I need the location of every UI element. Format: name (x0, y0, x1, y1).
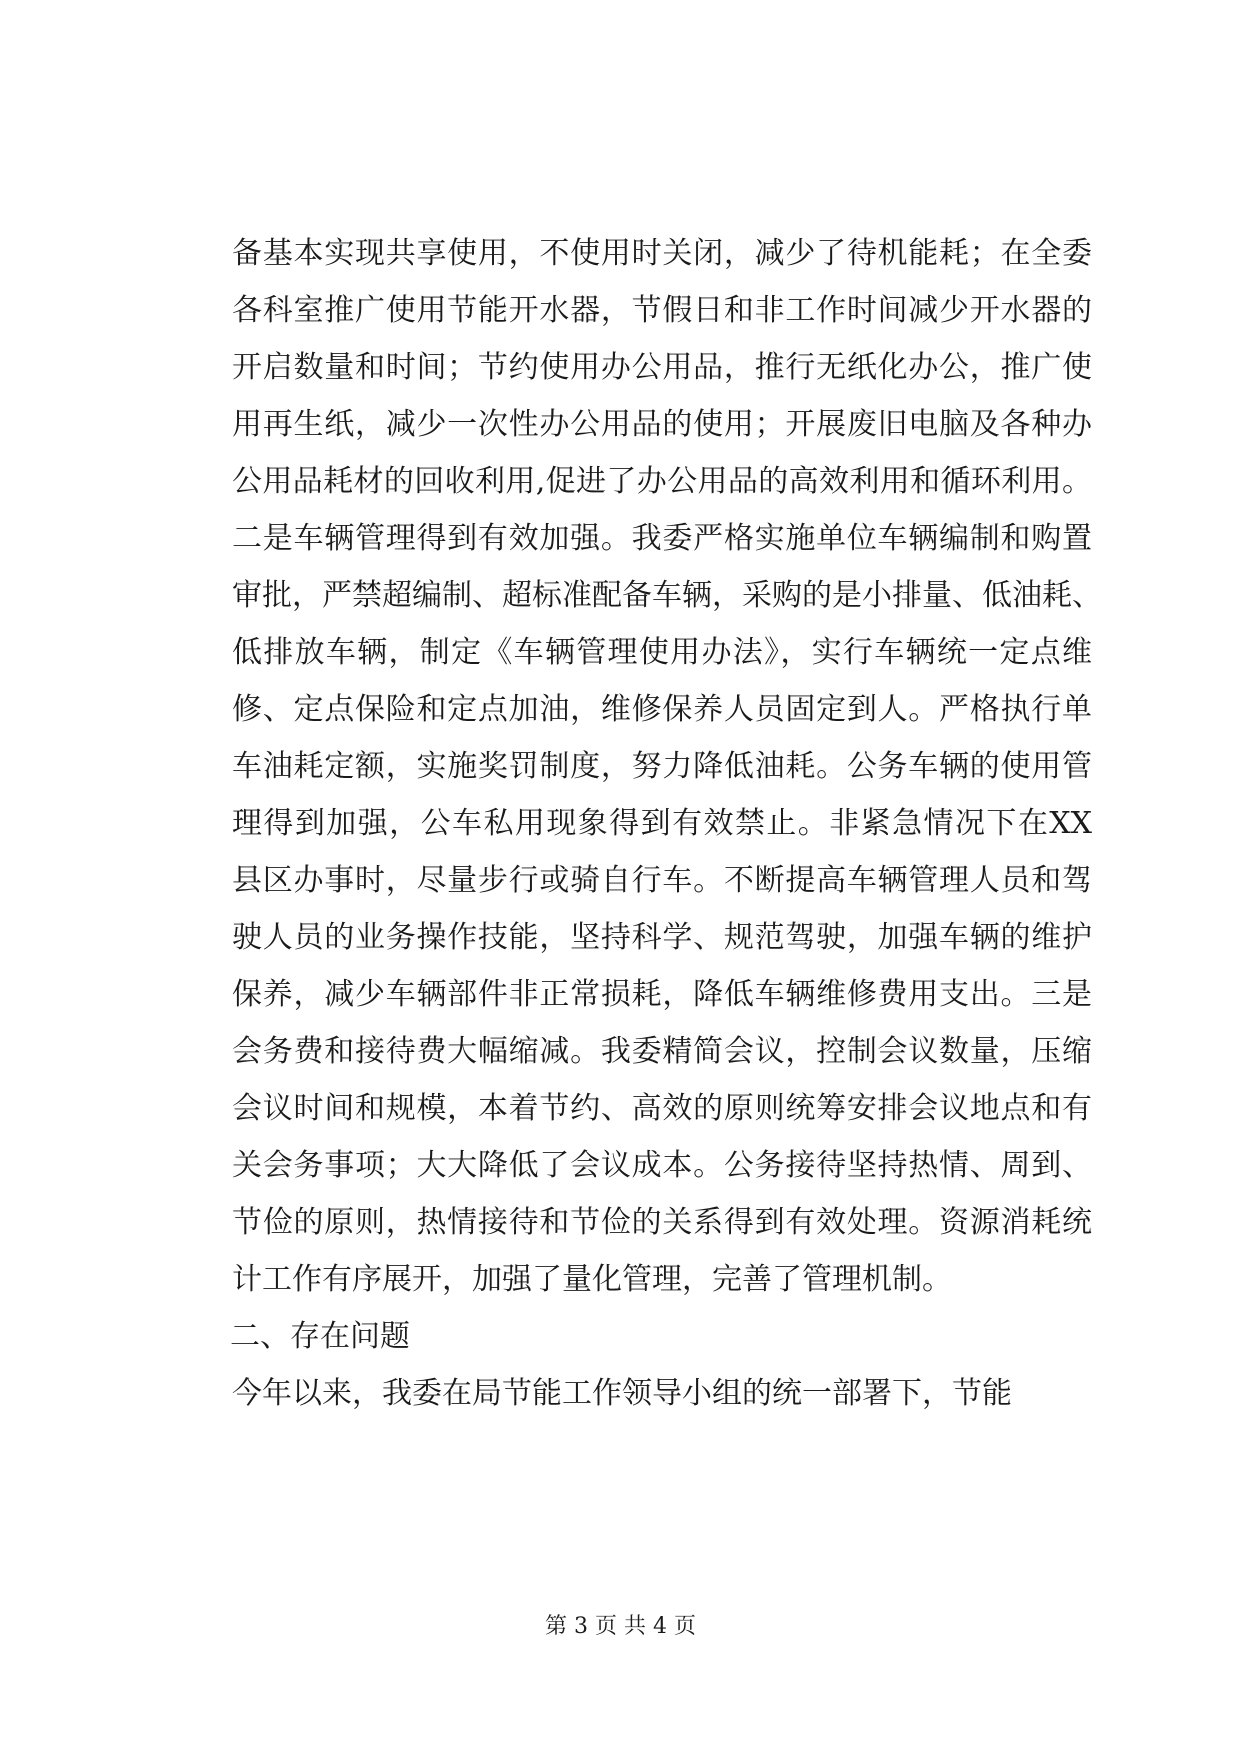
text-line: 关会务事项；大大降低了会议成本。公务接待坚持热情、周到、 (232, 1148, 1092, 1183)
text-line: 备基本实现共享使用，不使用时关闭，减少了待机能耗；在全委 (232, 236, 1092, 271)
page-footer: 第 3 页 共 4 页 (545, 1614, 696, 1639)
text-line: 车油耗定额，实施奖罚制度，努力降低油耗。公务车辆的使用管 (232, 749, 1092, 784)
text-line: 会务费和接待费大幅缩减。我委精简会议，控制会议数量，压缩 (232, 1034, 1092, 1069)
paragraph-start-text: 今年以来，我委在局节能工作领导小组的统一部署下，节能 (232, 1376, 1012, 1411)
text-line: 修、定点保险和定点加油，维修保养人员固定到人。严格执行单 (232, 692, 1092, 727)
text-line: 节俭的原则，热情接待和节俭的关系得到有效处理。资源消耗统 (232, 1205, 1092, 1240)
text-line: 理得到加强，公车私用现象得到有效禁止。非紧急情况下在XX (232, 806, 1092, 841)
text-line: 用再生纸，减少一次性办公用品的使用；开展废旧电脑及各种办 (232, 407, 1092, 442)
text-line (232, 1365, 1092, 1422)
text-line: 二是车辆管理得到有效加强。我委严格实施单位车辆编制和购置 (232, 521, 1092, 556)
text-line: 低排放车辆，制定《车辆管理使用办法》，实行车辆统一定点维 (232, 635, 1092, 670)
text-line: 会议时间和规模，本着节约、高效的原则统筹安排会议地点和有 (232, 1091, 1092, 1126)
text-line: 公用品耗材的回收利用,促进了办公用品的高效利用和循环利用。 (232, 464, 1092, 499)
text-line: 审批，严禁超编制、超标准配备车辆，采购的是小排量、低油耗、 (232, 578, 1102, 613)
section-heading-text: 二、存在问题 (230, 1319, 410, 1354)
text-line: 县区办事时，尽量步行或骑自行车。不断提高车辆管理人员和驾 (232, 863, 1092, 898)
section-heading (232, 1308, 1092, 1365)
body-text (230, 225, 1102, 1422)
text-line: 计工作有序展开，加强了量化管理，完善了管理机制。 (232, 1262, 952, 1297)
text-line: 各科室推广使用节能开水器，节假日和非工作时间减少开水器的 (232, 293, 1092, 328)
text-line: 保养，减少车辆部件非正常损耗，降低车辆维修费用支出。三是 (232, 977, 1092, 1012)
text-line: 开启数量和时间；节约使用办公用品，推行无纸化办公，推广使 (232, 350, 1092, 385)
text-line: 驶人员的业务操作技能，坚持科学、规范驾驶，加强车辆的维护 (232, 920, 1092, 955)
